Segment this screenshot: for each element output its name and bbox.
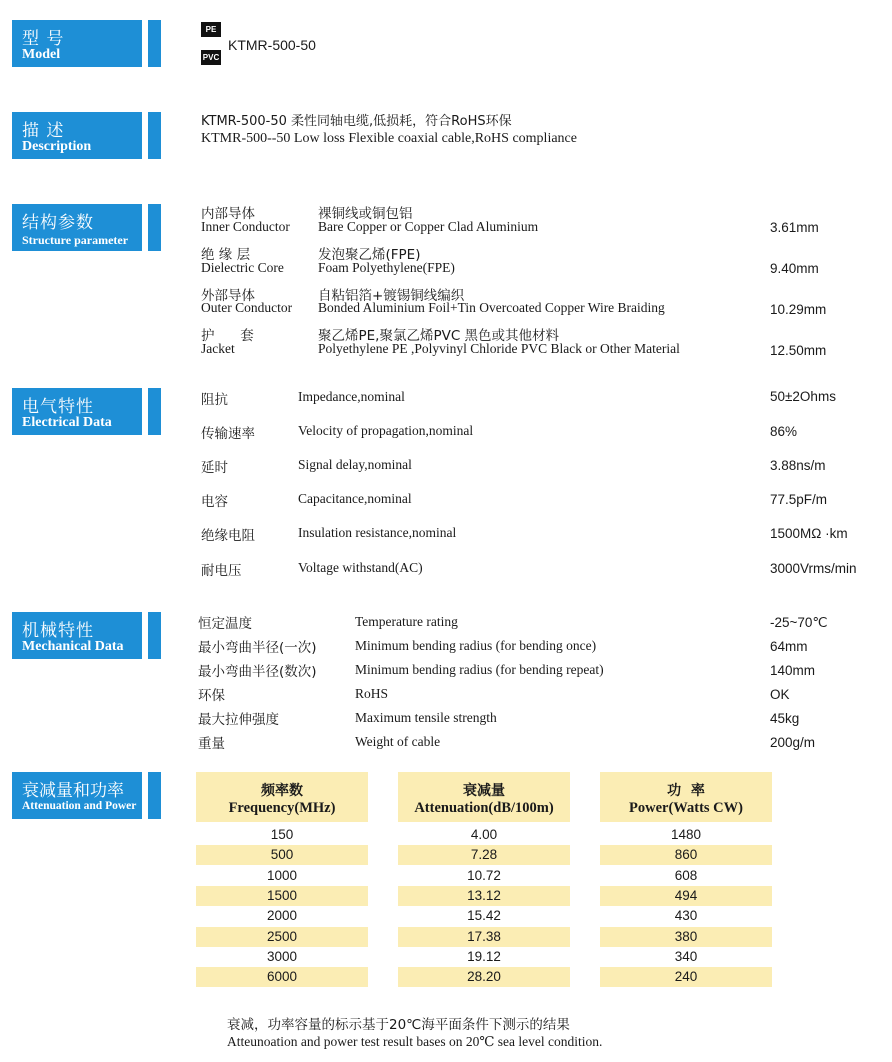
section-accent-bar — [148, 112, 161, 159]
table-cell: 7.28 — [470, 847, 498, 863]
table-cell: 1000 — [266, 867, 298, 883]
electrical-label-zh: 电容 — [201, 494, 228, 510]
table-cell: 2000 — [266, 908, 298, 924]
electrical-value: 50±2Ohms — [770, 389, 836, 404]
table-row — [196, 886, 368, 906]
mechanical-label-en: Maximum tensile strength — [355, 710, 497, 725]
column-header-zh: 功 率 — [667, 783, 705, 799]
table-row — [600, 927, 772, 947]
table-row — [196, 866, 368, 886]
section-header-structure — [12, 204, 142, 251]
section-accent-bar — [148, 20, 161, 67]
electrical-value: 86% — [770, 424, 798, 439]
table-row — [600, 866, 772, 886]
table-cell: 4.00 — [470, 827, 498, 842]
section-header-electrical — [12, 388, 142, 435]
table-cell: 494 — [674, 887, 698, 903]
table-row — [398, 866, 570, 886]
section-title-en: Mechanical Data — [22, 639, 124, 654]
structure-label-zh: 护 套 — [201, 328, 254, 344]
column-header-en: Power(Watts CW) — [629, 800, 743, 816]
electrical-label-en: Signal delay,nominal — [298, 457, 412, 472]
section-header-attenuation — [12, 772, 142, 819]
table-row — [398, 845, 570, 865]
section-title-zh: 描 述 — [22, 121, 65, 141]
electrical-value: 3.88ns/m — [770, 458, 826, 473]
column-header-en: Frequency(MHz) — [228, 800, 336, 816]
table-row — [398, 886, 570, 906]
table-cell: 380 — [674, 928, 698, 944]
structure-label-en: Inner Conductor — [201, 219, 290, 234]
mechanical-label-en: Minimum bending radius (for bending repeat) — [355, 662, 604, 677]
structure-label-en: Dielectric Core — [201, 260, 284, 275]
structure-value: 10.29mm — [770, 302, 827, 317]
mechanical-label-zh: 最大拉伸强度 — [198, 712, 279, 728]
structure-desc-zh: 发泡聚乙烯(FPE) — [318, 247, 421, 263]
column-header-attenuation — [398, 772, 570, 822]
table-cell: 150 — [270, 827, 294, 842]
table-row — [600, 845, 772, 865]
table-row — [196, 967, 368, 987]
table-row — [398, 927, 570, 947]
electrical-label-en: Velocity of propagation,nominal — [298, 423, 474, 438]
table-row — [196, 927, 368, 947]
table-cell: 19.12 — [467, 948, 501, 964]
description-zh: KTMR-500-50 柔性同轴电缆,低损耗，符合RoHS环保 — [201, 114, 512, 129]
mechanical-label-zh: 恒定温度 — [198, 616, 252, 632]
section-header-description — [12, 112, 142, 159]
model-value: KTMR-500-50 — [228, 37, 316, 53]
mechanical-value: 45kg — [770, 711, 800, 726]
mechanical-value: 64mm — [770, 639, 808, 654]
table-row — [600, 906, 772, 926]
section-title-zh: 电气特性 — [22, 397, 94, 417]
structure-desc-en: Bare Copper or Copper Clad Aluminium — [318, 219, 539, 234]
section-header-mechanical — [12, 612, 142, 659]
table-row — [398, 967, 570, 987]
footnote-en: Atteunoation and power test result bases on 20℃ sea level condition. — [227, 1034, 603, 1049]
structure-label-zh: 外部导体 — [201, 288, 255, 304]
table-row — [600, 886, 772, 906]
table-cell: 13.12 — [467, 887, 501, 903]
table-cell: 240 — [674, 969, 698, 985]
mechanical-value: 200g/m — [770, 735, 816, 750]
electrical-value: 3000Vrms/min — [770, 561, 857, 576]
table-row — [398, 906, 570, 926]
structure-label-zh: 内部导体 — [201, 206, 255, 222]
table-row — [398, 947, 570, 967]
table-row — [196, 845, 368, 865]
section-title-zh: 机械特性 — [22, 621, 94, 641]
table-cell: 500 — [270, 847, 294, 863]
structure-desc-zh: 自粘铝箔+镀锡铜线编织 — [318, 288, 465, 304]
section-title-zh: 结构参数 — [22, 213, 94, 233]
table-row — [196, 906, 368, 926]
section-title-zh: 衰减量和功率 — [22, 781, 124, 801]
section-accent-bar — [148, 772, 161, 819]
section-accent-bar — [148, 204, 161, 251]
structure-label-en: Outer Conductor — [201, 300, 293, 315]
table-cell: 860 — [674, 847, 698, 863]
table-cell: 1480 — [670, 827, 702, 842]
section-title-en: Attenuation and Power — [22, 800, 137, 812]
section-title-zh: 型 号 — [22, 29, 65, 49]
column-header-power — [600, 772, 772, 822]
section-header-model — [12, 20, 142, 67]
column-header-zh: 衰减量 — [463, 783, 505, 799]
footnote-zh: 衰减，功率容量的标示基于20℃海平面条件下测示的结果 — [227, 1017, 570, 1033]
electrical-label-zh: 延时 — [201, 460, 228, 476]
section-title-en: Description — [22, 139, 92, 154]
structure-desc-zh: 裸铜线或铜包铝 — [318, 206, 413, 222]
mechanical-label-en: Minimum bending radius (for bending once) — [355, 638, 597, 653]
table-cell: 17.38 — [467, 928, 501, 944]
structure-value: 9.40mm — [770, 261, 819, 276]
pe-badge: PE — [201, 22, 221, 37]
section-accent-bar — [148, 388, 161, 435]
electrical-label-en: Voltage withstand(AC) — [298, 560, 423, 575]
table-cell: 6000 — [266, 969, 298, 985]
mechanical-label-zh: 最小弯曲半径(数次) — [198, 664, 317, 680]
structure-label-zh: 绝 缘 层 — [201, 247, 251, 263]
table-row — [600, 825, 772, 845]
mechanical-label-zh: 重量 — [198, 736, 225, 752]
electrical-label-en: Impedance,nominal — [298, 389, 405, 404]
description-en: KTMR-500--50 Low loss Flexible coaxial cable,RoHS compliance — [201, 131, 577, 146]
electrical-label-zh: 耐电压 — [201, 563, 242, 579]
structure-desc-en: Polyethylene PE ,Polyvinyl Chloride PVC Black or Other Material — [318, 341, 680, 356]
electrical-label-zh: 传输速率 — [201, 426, 255, 442]
column-header-frequency — [196, 772, 368, 822]
column-header-en: Attenuation(dB/100m) — [414, 800, 554, 816]
mechanical-label-en: Temperature rating — [355, 614, 458, 629]
table-cell: 10.72 — [467, 867, 501, 883]
mechanical-label-en: Weight of cable — [355, 734, 441, 749]
table-cell: 2500 — [266, 928, 298, 944]
structure-value: 3.61mm — [770, 220, 819, 235]
pvc-badge: PVC — [201, 50, 221, 65]
table-cell: 15.42 — [467, 908, 501, 924]
section-accent-bar — [148, 612, 161, 659]
column-header-zh: 频率数 — [261, 783, 303, 799]
mechanical-value: OK — [770, 687, 790, 702]
table-row — [196, 825, 368, 845]
table-row — [600, 947, 772, 967]
mechanical-value: -25~70℃ — [770, 615, 828, 630]
mechanical-label-zh: 最小弯曲半径(一次) — [198, 640, 317, 656]
table-cell: 3000 — [266, 948, 298, 964]
structure-desc-zh: 聚乙烯PE,聚氯乙烯PVC 黑色或其他材料 — [318, 328, 560, 344]
table-row — [600, 967, 772, 987]
table-cell: 608 — [674, 867, 698, 883]
electrical-label-zh: 阻抗 — [201, 392, 228, 408]
section-title-en: Model — [22, 47, 61, 62]
table-cell: 28.20 — [467, 969, 501, 985]
table-row — [196, 947, 368, 967]
structure-value: 12.50mm — [770, 343, 827, 358]
mechanical-label-zh: 环保 — [198, 688, 225, 704]
electrical-label-en: Insulation resistance,nominal — [298, 525, 457, 540]
section-title-en: Structure parameter — [22, 233, 129, 247]
electrical-label-en: Capacitance,nominal — [298, 491, 412, 506]
section-title-en: Electrical Data — [22, 415, 112, 430]
table-row — [398, 825, 570, 845]
mechanical-value: 140mm — [770, 663, 816, 678]
structure-desc-en: Bonded Aluminium Foil+Tin Overcoated Copper Wire Braiding — [318, 300, 665, 315]
table-cell: 1500 — [266, 887, 298, 903]
structure-desc-en: Foam Polyethylene(FPE) — [318, 260, 455, 275]
electrical-value: 77.5pF/m — [770, 492, 828, 507]
electrical-label-zh: 绝缘电阻 — [201, 528, 255, 544]
electrical-value: 1500MΩ ·km — [770, 526, 848, 541]
mechanical-label-en: RoHS — [355, 686, 389, 701]
structure-label-en: Jacket — [201, 341, 235, 356]
table-cell: 430 — [674, 908, 698, 924]
table-cell: 340 — [674, 948, 698, 964]
